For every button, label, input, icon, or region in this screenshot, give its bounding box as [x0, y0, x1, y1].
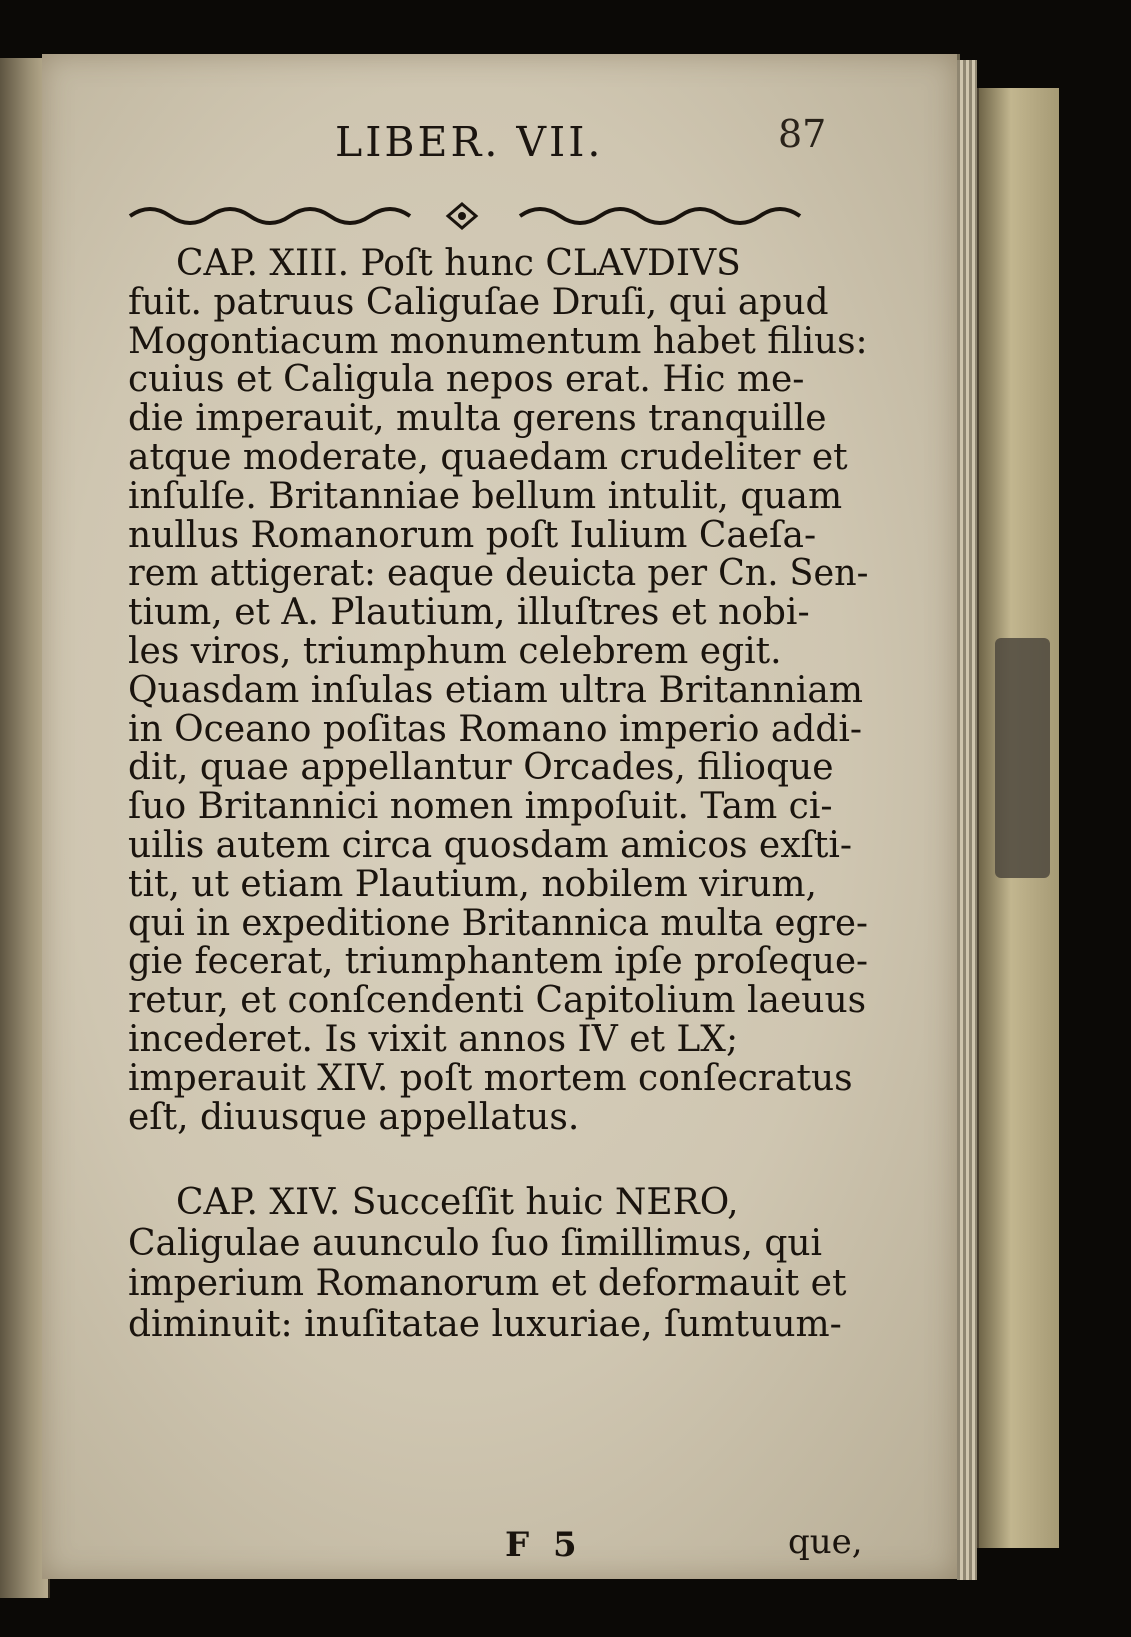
chapter-13: [128, 245, 868, 1137]
text-line: cuius et Caligula nepos erat. Hic me-: [128, 359, 805, 401]
cover-stain: [995, 638, 1050, 878]
page-fore-edge: [957, 60, 977, 1580]
paragraph-gap: [128, 1137, 868, 1183]
text-line: die imperauit, multa gerens tranquille: [128, 398, 827, 440]
ornamental-rule: [120, 198, 820, 234]
text-line: diminuit: inuſitatae luxuriae, ſumtuum-: [128, 1303, 842, 1345]
text-line: imperium Romanorum et deformauit et: [128, 1263, 847, 1305]
signature-mark: F 5: [505, 1525, 583, 1565]
text-line: gie fecerat, triumphantem ipſe proſeque-: [128, 941, 869, 983]
text-line: in Oceano poſitas Romano imperio addi-: [128, 708, 863, 750]
text-line: Quasdam inſulas etiam ultra Britanniam: [128, 669, 864, 711]
text-line: CAP. XIV. Succeſſit huic NERO,: [176, 1182, 739, 1224]
text-line: tium, et A. Plautium, illuſtres et nobi-: [128, 592, 810, 634]
text-line: tit, ut etiam Plautium, nobilem virum,: [128, 863, 817, 905]
text-line: nullus Romanorum poſt Iulium Caeſa-: [128, 514, 817, 556]
chapter-14: [128, 1183, 868, 1345]
text-line: fuit. patruus Caliguſae Druſi, qui apud: [128, 281, 829, 323]
text-line: Caligulae auunculo ſuo ſimillimus, qui: [128, 1222, 823, 1264]
text-line: CAP. XIII. Poſt hunc CLAVDIVS: [176, 243, 741, 284]
text-line: inſulſe. Britanniae bellum intulit, quam: [128, 475, 843, 517]
text-line: rem attigerat: eaque deuicta per Cn. Sen-: [128, 553, 869, 595]
text-line: ſuo Britannici nomen impoſuit. Tam ci-: [128, 786, 833, 828]
text-line: les viros, triumphum celebrem egit.: [128, 630, 782, 672]
text-line: retur, et conſcendenti Capitolium laeuus: [128, 980, 867, 1022]
text-line: eſt, diuusque appellatus.: [128, 1096, 580, 1138]
text-line: Mogontiacum monumentum habet filius:: [128, 320, 868, 362]
catchword: que,: [788, 1522, 863, 1562]
text-line: imperauit XIV. poſt mortem conſecratus: [128, 1057, 853, 1099]
text-line: uilis autem circa quosdam amicos exſti-: [128, 824, 853, 866]
text-line: dit, quae appellantur Orcades, filioque: [128, 747, 834, 789]
running-head: LIBER. VII.: [335, 118, 604, 166]
page-number: 87: [778, 112, 827, 156]
text-line: qui in expeditione Britannica multa egre-: [128, 902, 868, 944]
text-line: atque moderate, quaedam crudeliter et: [128, 436, 848, 478]
text-line: incederet. Is vixit annos IV et LX;: [128, 1018, 739, 1060]
text-block: [128, 245, 868, 1345]
